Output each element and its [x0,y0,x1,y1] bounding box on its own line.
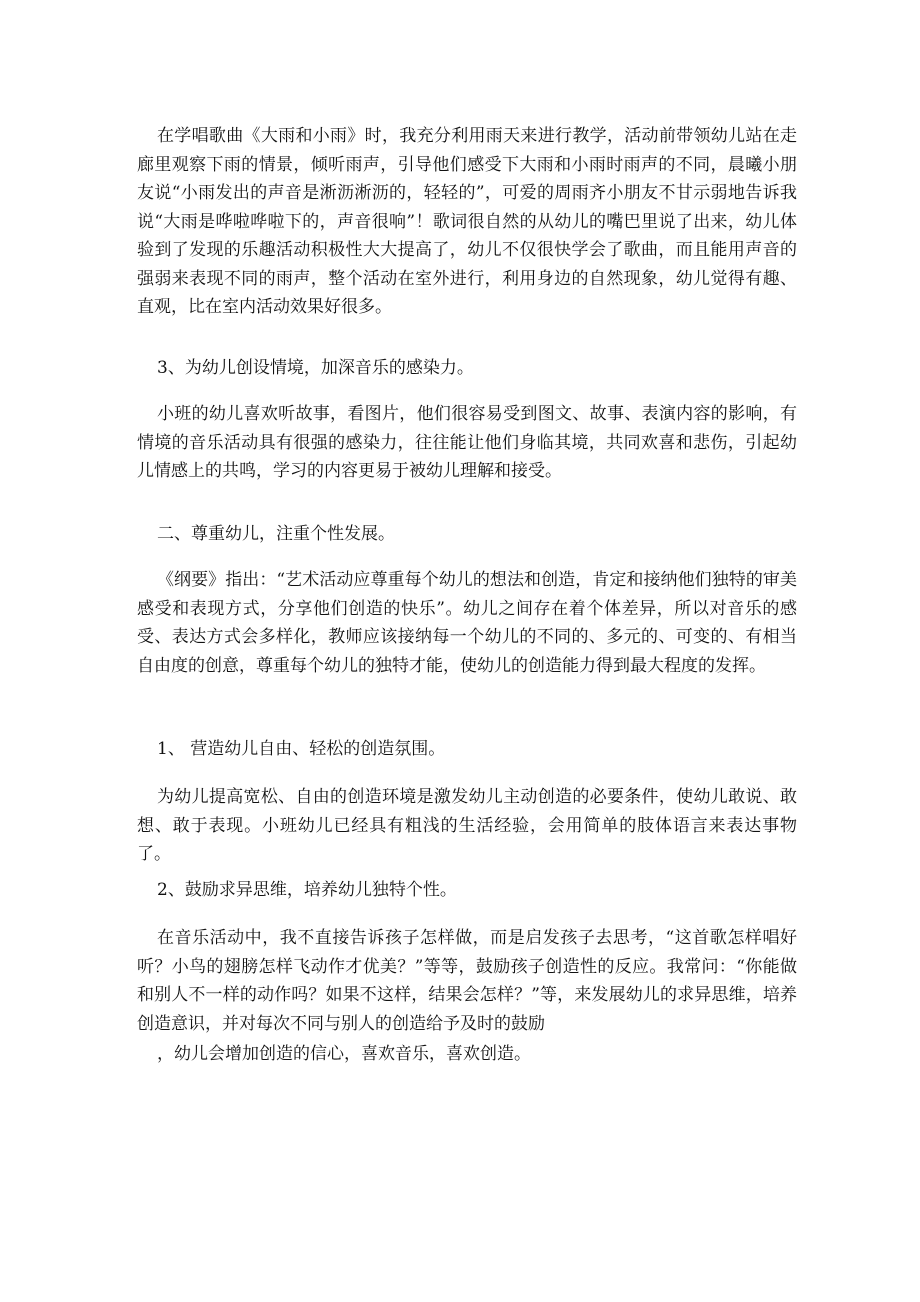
paragraph-rain-song: 在学唱歌曲《大雨和小雨》时，我充分利用雨天来进行教学，活动前带领幼儿站在走廊里观察下雨的情景，倾听雨声，引导他们感受下大雨和小雨时雨声的不同，晨曦小朋友说“小雨发出的声音是淅沥淅沥的，轻轻的”，可爱的周雨齐小朋友不甘示弱地告诉我说“大雨是哗啦哗啦下的，声音很响”！歌词很自然的从幼儿的嘴巴里说了出来，幼儿体验到了发现的乐趣活动积极性大大提高了，幼儿不仅很快学会了歌曲，而且能用声音的强弱来表现不同的雨声，整个活动在室外进行，利用身边的自然现象，幼儿觉得有趣、直观，比在室内活动效果好很多。 [137,126,797,317]
heading-divergent-thinking: 2、鼓励求异思维，培养幼儿独特个性。 [157,880,457,900]
heading-respect-children: 二、尊重幼儿，注重个性发展。 [157,524,395,544]
paragraph-guideline-quote: 《纲要》指出：“艺术活动应尊重每个幼儿的想法和创造，肯定和接纳他们独特的审美感受和表现方式，分享他们创造的快乐”。幼儿之间存在着个体差异，所以对音乐的感受、表达方式会多样化，教师应该接纳每一个幼儿的不同的、多元的、可变的、有相当自由度的创意，尊重每个幼儿的独特才能，使幼儿的创造能力得到最大程度的发挥。 [137,570,797,676]
heading-creative-atmosphere: 1、 营造幼儿自由、轻松的创造氛围。 [157,739,446,759]
paragraph-music-activity: 在音乐活动中，我不直接告诉孩子怎样做，而是启发孩子去思考，“这首歌怎样唱好听？小鸟的翅膀怎样飞动作才优美？”等等，鼓励孩子创造性的反应。我常问：“你能做和别人不一样的动作吗？如果不这样，结果会怎样？”等，来发展幼儿的求异思维，培养创造意识，并对每次不同与别人的创造给予及时的鼓励 [137,928,797,1034]
paragraph-relaxed-environment: 为幼儿提高宽松、自由的创造环境是激发幼儿主动创造的必要条件，使幼儿敢说、敢想、敢于表现。小班幼儿已经具有粗浅的生活经验，会用简单的肢体语言来表达事物了。 [137,787,797,864]
paragraph-conclusion: ，幼儿会增加创造的信心，喜欢音乐，喜欢创造。 [157,1044,531,1064]
paragraph-stories-pictures: 小班的幼儿喜欢听故事，看图片，他们很容易受到图文、故事、表演内容的影响，有情境的音乐活动具有很强的感染力，往往能让他们身临其境，共同欢喜和悲伤，引起幼儿情感上的共鸣，学习的内容更易于被幼儿理解和接受。 [137,404,797,481]
heading-create-situation: 3、为幼儿创设情境，加深音乐的感染力。 [157,358,474,378]
